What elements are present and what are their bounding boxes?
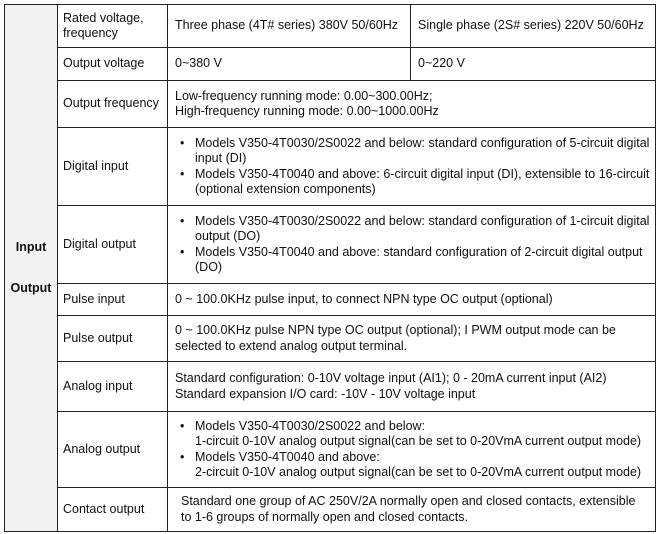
analog-input-standard: Standard configuration: 0-10V voltage input (AI1); 0 - 20mA current input (AI2) bbox=[175, 371, 607, 385]
analog-input-expansion: Standard expansion I/O card: -10V - 10V voltage input bbox=[175, 386, 476, 401]
label-digital-input: Digital input bbox=[58, 128, 168, 206]
group-label-output: Output bbox=[10, 281, 52, 295]
row-analog-output bbox=[5, 412, 656, 488]
digital-input-bullet-2: • Models V350-4T0040 and above: 6-circuit digital input (DI), extensible to 16-circuit (optional extension components) bbox=[195, 167, 650, 198]
row-pulse-input bbox=[5, 284, 656, 316]
contact-output-line-2: to 1-6 groups of normally open and closed contacts. bbox=[181, 509, 468, 524]
output-frequency-low: Low-frequency running mode: 0.00~300.00Hz; bbox=[175, 88, 433, 103]
value-analog-input bbox=[168, 362, 656, 412]
value-pulse-input: 0 ~ 100.0KHz pulse input, to connect NPN type OC output (optional) bbox=[168, 284, 656, 316]
spec-table bbox=[4, 4, 656, 532]
value-output-frequency bbox=[168, 81, 656, 128]
label-contact-output: Contact output bbox=[58, 488, 168, 532]
analog-output-bullet-1-head: • Models V350-4T0030/2S0022 and below: bbox=[195, 418, 426, 433]
value-contact-output bbox=[168, 488, 656, 532]
value-digital-input bbox=[168, 128, 656, 206]
analog-output-bullet-2 bbox=[195, 450, 650, 481]
row-digital-input bbox=[5, 128, 656, 206]
label-analog-input: Analog input bbox=[58, 362, 168, 412]
group-label-input: Input bbox=[15, 239, 47, 254]
value-pulse-output: 0 ~ 100.0KHz pulse NPN type OC output (optional); I PWM output mode can be selected to extend analog output terminal. bbox=[168, 316, 656, 362]
digital-input-bullet-1: • Models V350-4T0030/2S0022 and below: standard configuration of 5-circuit digital input (DI) bbox=[195, 136, 650, 167]
contact-output-line-1: Standard one group of AC 250V/2A normally open and closed contacts, extensible bbox=[181, 494, 636, 508]
value-digital-output bbox=[168, 206, 656, 284]
analog-output-bullet-2-head: • Models V350-4T0040 and above: bbox=[195, 449, 380, 464]
analog-output-bullet-1 bbox=[195, 419, 650, 450]
digital-output-bullet-2: • Models V350-4T0040 and above: standard configuration of 2-circuit digital output (DO) bbox=[195, 245, 650, 276]
analog-output-bullet-2-detail: 2-circuit 0-10V analog output signal(can be set to 0-20VmA current output mode) bbox=[195, 465, 642, 479]
value-analog-output bbox=[168, 412, 656, 488]
label-pulse-output: Pulse output bbox=[58, 316, 168, 362]
value-output-voltage-three-phase: 0~380 V bbox=[168, 48, 411, 81]
label-output-frequency: Output frequency bbox=[58, 81, 168, 128]
digital-output-bullet-1: • Models V350-4T0030/2S0022 and below: standard configuration of 1-circuit digital output (DO) bbox=[195, 214, 650, 245]
output-frequency-high: High-frequency running mode: 0.00~1000.00Hz bbox=[175, 104, 439, 118]
label-digital-output: Digital output bbox=[58, 206, 168, 284]
value-rated-voltage-single-phase: Single phase (2S# series) 220V 50/60Hz bbox=[411, 5, 656, 48]
analog-output-bullet-1-detail: 1-circuit 0-10V analog output signal(can be set to 0-20VmA current output mode) bbox=[195, 434, 642, 448]
row-output-voltage bbox=[5, 48, 656, 81]
group-cell-input-output bbox=[5, 5, 58, 532]
value-output-voltage-single-phase: 0~220 V bbox=[411, 48, 656, 81]
row-output-frequency bbox=[5, 81, 656, 128]
label-pulse-input: Pulse input bbox=[58, 284, 168, 316]
value-rated-voltage-three-phase: Three phase (4T# series) 380V 50/60Hz bbox=[168, 5, 411, 48]
row-analog-input bbox=[5, 362, 656, 412]
row-pulse-output bbox=[5, 316, 656, 362]
label-output-voltage: Output voltage bbox=[58, 48, 168, 81]
row-contact-output bbox=[5, 488, 656, 532]
label-rated-voltage: Rated voltage, frequency bbox=[58, 5, 168, 48]
row-rated-voltage bbox=[5, 5, 656, 48]
label-analog-output: Analog output bbox=[58, 412, 168, 488]
row-digital-output bbox=[5, 206, 656, 284]
